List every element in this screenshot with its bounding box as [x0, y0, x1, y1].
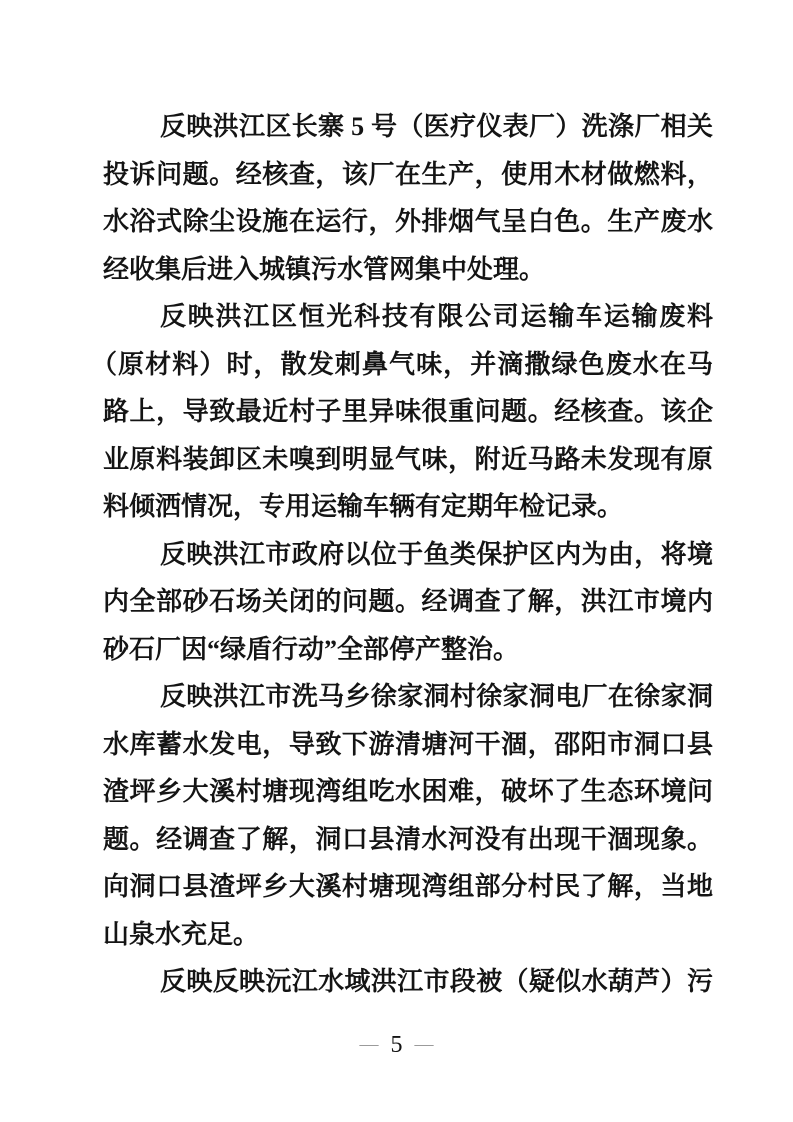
- text-line: 内全部砂石场关闭的问题。经调查了解，洪江市境内: [103, 587, 713, 616]
- paragraph-1: [103, 103, 713, 293]
- paragraph-4: [103, 673, 713, 958]
- text-line: 经收集后进入城镇污水管网集中处理。: [103, 254, 546, 284]
- text-line: 反映洪江区长寨 5 号（医疗仪表厂）洗涤厂相关: [160, 112, 713, 141]
- text-line: （原材料）时，散发刺鼻气味，并滴撒绿色废水在马: [91, 349, 713, 379]
- page-footer: [0, 1031, 793, 1059]
- text-line: 反映洪江市洗马乡徐家洞村徐家洞电厂在徐家洞: [160, 682, 713, 711]
- page-number-dash-left: —: [359, 1034, 379, 1055]
- text-line: 反映反映沅江水域洪江市段被（疑似水葫芦）污: [160, 967, 713, 996]
- page-number-dash-right: —: [414, 1034, 434, 1055]
- text-line: 山泉水充足。: [103, 919, 260, 949]
- text-line: 水浴式除尘设施在运行，外排烟气呈白色。生产废水: [103, 207, 713, 236]
- text-line: 题。经调查了解，洞口县清水河没有出现干涸现象。: [103, 824, 713, 854]
- paragraph-3: [103, 531, 713, 674]
- text-line: 渣坪乡大溪村塘现湾组吃水困难，破坏了生态环境问: [103, 777, 713, 806]
- text-line: 反映洪江区恒光科技有限公司运输车运输废料: [160, 302, 713, 331]
- text-line: 向洞口县渣坪乡大溪村塘现湾组部分村民了解，当地: [103, 872, 713, 901]
- text-line: 料倾洒情况，专用运输车辆有定期年检记录。: [103, 492, 624, 521]
- paragraph-5: [103, 958, 713, 1006]
- document-body: [91, 103, 713, 1006]
- text-line: 水库蓄水发电，导致下游清塘河干涸，邵阳市洞口县: [103, 729, 713, 759]
- text-line: 业原料装卸区未嗅到明显气味，附近马路未发现有原: [103, 444, 713, 474]
- text-line: 投诉问题。经核查，该厂在生产，使用木材做燃料，: [103, 159, 713, 189]
- page-number: 5: [390, 1032, 403, 1058]
- text-line: 反映洪江市政府以位于鱼类保护区内为由，将境: [160, 539, 713, 569]
- paragraph-2: [91, 293, 713, 531]
- text-line: 路上，导致最近村子里异味很重问题。经核查。该企: [103, 397, 713, 426]
- text-line: 砂石厂因“绿盾行动”全部停产整治。: [103, 634, 520, 664]
